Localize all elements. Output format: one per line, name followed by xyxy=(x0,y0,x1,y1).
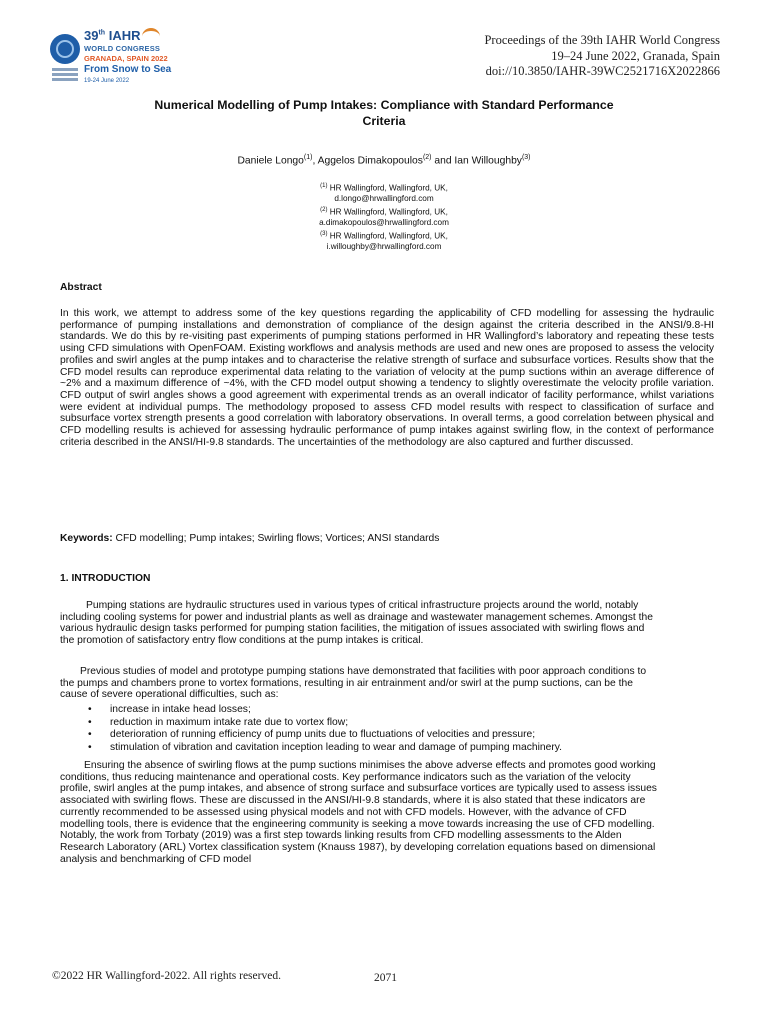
affiliation-2: $^{(2)}$ HR Wallingford, Wallingford, UK, a.dimakopoulos@hrwallingford.com xyxy=(319,207,449,228)
author-list: Daniele Longo$^{(1)}$, Aggelos Dimakopoulos$^{(2)}$ and Ian Willoughby$^{(3)}$ xyxy=(237,154,531,167)
intro-paragraph-2: Previous studies of model and prototype pumping stations have demonstrated that facilities with poor approach conditions to the pumps and chambers prone to vortex formations, resulting in air entrainment and/or swirl at the pump suctions, can be the cause of severe operational difficulties, such as: xyxy=(60,666,647,701)
proceedings-dates: 19–24 June 2022, Granada, Spain xyxy=(551,48,720,63)
list-item: • increase in intake head losses; xyxy=(88,704,251,715)
proceedings-header xyxy=(360,33,720,80)
congress-logo: 39th IAHR WORLD CONGRESS GRANADA, SPAIN 2022 From Snow to Sea 19-24 June 2022 xyxy=(50,28,170,94)
page-number: 2071 xyxy=(374,972,397,984)
abstract-text: In this work, we attempt to address some of the key questions regarding the applicability of CFD modelling for assessing the hydraulic performance of pumping installations and demonstration of compliance of the design against the criteria described in the ANSI/9.8-HI standards. We do this by re-visiting past experiments of pumping stations performed in HR Wallingford’s laboratory and repeating these tests using CFD simulations with OpenFOAM. Existing workflows and analysis methods are used and new ones are proposed to assess the velocity profiles and swirl angles at the pump intakes and to characterise the relative strength of surface and subsurface vortices. Results show that the CFD model results can reproduce experimental data relating to the variation of velocity at the pump suctions within an average difference of ~2% and a maximum difference of ~4%, with the CFD model output showing a tendency to slightly overestimate the velocity profile variation. CFD output of swirl angles shows a good agreement with experimental trends as an overall indicator of facility performance, whilst variations were evident at individual pumps. The methodology proposed to assess CFD model results with respect to classification of surface and subsurface vortex strength presents a good correlation with laboratory observations. In overall terms, a good correlation between physical and CFD modelling results is achieved for assessing hydraulic performance of pump intakes against swirling flow, in the context of performance criteria described in the ANSI/HI-9.8 standards. The uncertainties of the methodology are also captured and further discussed. xyxy=(60,308,714,448)
intro-paragraph-3: Ensuring the absence of swirling flows at the pump suctions minimises the above adverse effects and promotes good working conditions, thus reducing maintenance and operational costs. Key performance indicators such as the variation of the velocity profile, swirl angles at the pump intakes, and absence of strong surface and subsurface vortices are typically used to assess issues associated with swirling flows. These are discussed in the ANSI/HI-9.8 standards, where it is also stated that these indicators are currently recommended to be assessed using physical models and not with CFD models. However, with the advance of CFD modelling tools, there is evidence that the engineering community is seeking a move towards increasing the use of CFD modelling. Notably, the work from Torbaty (2019) was a first step towards linking results from CFD modelling assessments to the Alden Research Laboratory (ARL) Vortex classification system (Knauss 1987), by developing correlation equations based on dimensional analysis and benchmarking of CFD model xyxy=(60,760,657,865)
arc-icon xyxy=(142,28,160,45)
abstract-heading: Abstract xyxy=(60,282,102,293)
globe-icon xyxy=(50,34,80,64)
affiliation-3: $^{(3)}$ HR Wallingford, Wallingford, UK, i.willoughby@hrwallingford.com xyxy=(320,231,448,252)
list-item: • stimulation of vibration and cavitation inception leading to wear and damage of pumping machinery. xyxy=(88,741,562,753)
partner-logos-icon xyxy=(52,68,78,84)
affiliation-1: $^{(1)}$ HR Wallingford, Wallingford, UK, d.longo@hrwallingford.com xyxy=(320,183,448,204)
list-item: • reduction in maximum intake rate due to vortex flow; xyxy=(88,716,349,728)
proceedings-title: Proceedings of the 39th IAHR World Congress xyxy=(484,33,720,47)
keywords: Keywords: CFD modelling; Pump intakes; Swirling flows; Vortices; ANSI standards xyxy=(60,533,440,544)
list-item: • deterioration of running efficiency of pump units due to fluctuations of velocities and pressure; xyxy=(88,729,536,741)
difficulties-list xyxy=(86,704,562,754)
paper-title: Numerical Modelling of Pump Intakes: Compliance with Standard Performance Criteria xyxy=(154,98,614,128)
proceedings-doi: doi://10.3850/IAHR-39WC2521716X2022866 xyxy=(485,64,720,78)
copyright-notice: ©2022 HR Wallingford-2022. All rights reserved. xyxy=(52,970,281,982)
intro-paragraph-1: Pumping stations are hydraulic structures used in various types of critical infrastructure projects around the world, notably including cooling systems for power and industrial plants as well as drainage and wastewater management schemes. Amongst the various hydraulic design tasks performed for pumping station facilities, the mitigation of issues associated with swirling flows and the promotion of satisfactory entry flow conditions at the pump intakes is critical. xyxy=(60,600,653,647)
introduction-heading: 1. INTRODUCTION xyxy=(60,573,151,584)
